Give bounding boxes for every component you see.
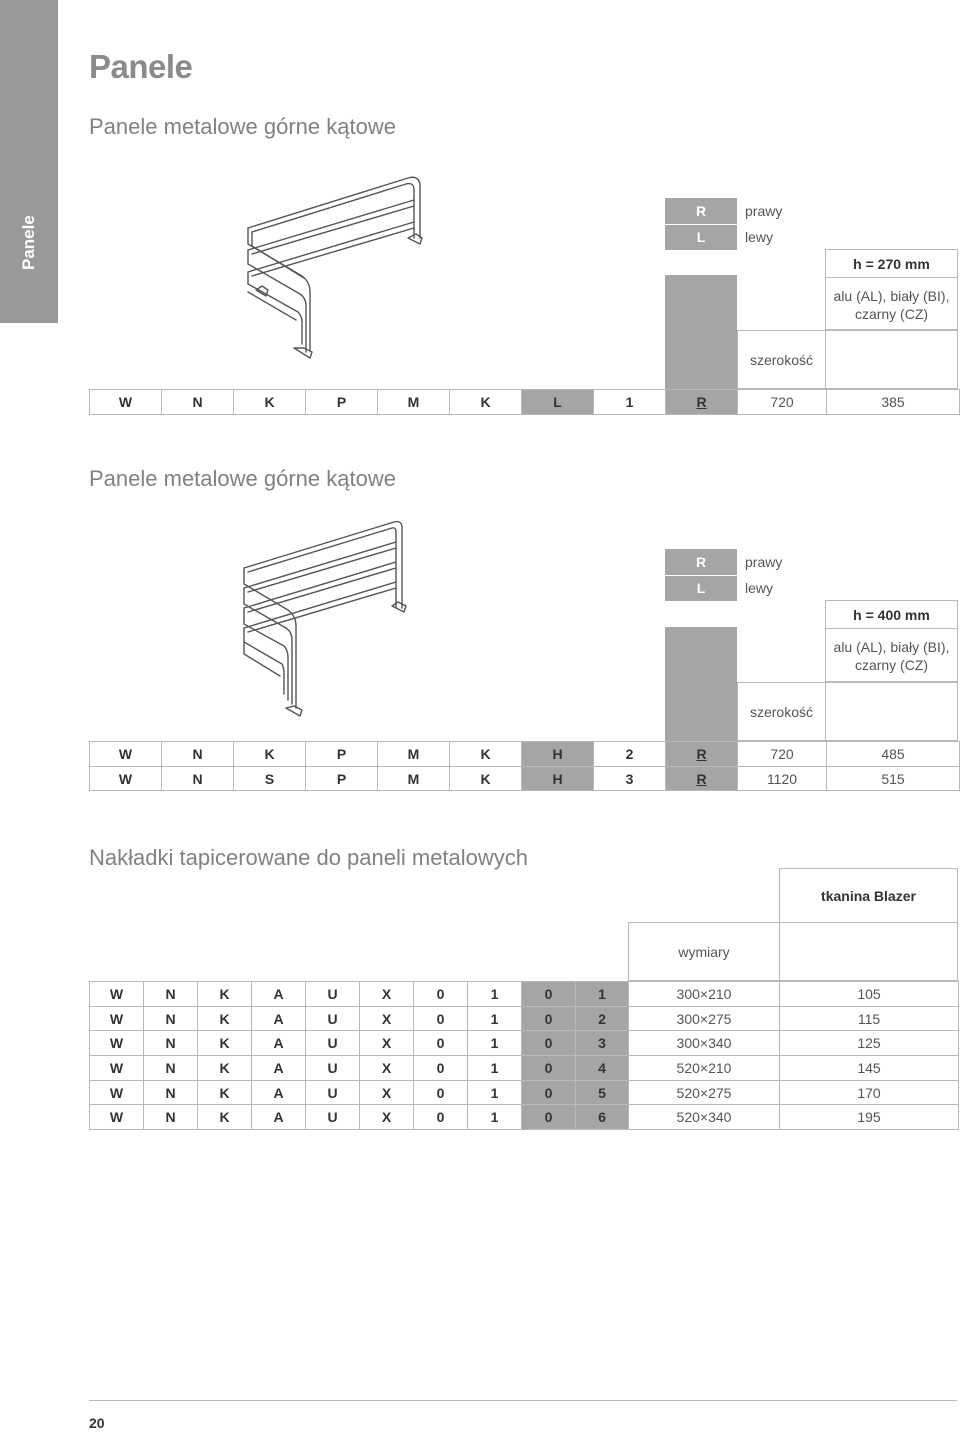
direction-label: lewy bbox=[745, 580, 774, 596]
height-spec-box bbox=[825, 600, 958, 682]
code-char: P bbox=[306, 390, 378, 415]
dimensions-header: wymiary bbox=[628, 922, 780, 981]
direction-column bbox=[665, 275, 737, 389]
code-char: K bbox=[198, 982, 252, 1007]
code-char: U bbox=[306, 1031, 360, 1056]
code-char: N bbox=[144, 1031, 198, 1056]
price-value: 105 bbox=[780, 982, 959, 1007]
code-char: 1 bbox=[576, 982, 629, 1007]
code-char: 4 bbox=[576, 1056, 629, 1081]
price-value: 485 bbox=[827, 742, 960, 767]
price-value: 515 bbox=[827, 766, 960, 791]
code-char: 3 bbox=[594, 766, 666, 791]
height-spec-box bbox=[825, 249, 958, 330]
code-char: 1 bbox=[468, 1031, 522, 1056]
code-char: M bbox=[378, 766, 450, 791]
fabric-header: tkanina Blazer bbox=[779, 868, 958, 923]
table-row bbox=[90, 742, 960, 767]
code-char: K bbox=[198, 1105, 252, 1130]
code-char: K bbox=[198, 1031, 252, 1056]
direction-code: R bbox=[665, 198, 737, 224]
width-value: 1120 bbox=[738, 766, 827, 791]
code-char: 0 bbox=[522, 1056, 576, 1081]
direction-legend bbox=[665, 198, 782, 251]
code-char: 0 bbox=[414, 982, 468, 1007]
code-char: S bbox=[234, 766, 306, 791]
price-value: 145 bbox=[780, 1056, 959, 1081]
code-char: 1 bbox=[468, 1056, 522, 1081]
code-char: 2 bbox=[594, 742, 666, 767]
code-table-1 bbox=[89, 389, 960, 415]
colors-line: czarny (CZ) bbox=[854, 657, 929, 673]
code-char: M bbox=[378, 742, 450, 767]
side-tab-label: Panele bbox=[19, 215, 38, 270]
code-char: 0 bbox=[414, 1080, 468, 1105]
dimensions-value: 520×210 bbox=[629, 1056, 780, 1081]
direction-legend bbox=[665, 549, 782, 602]
code-char: K bbox=[198, 1056, 252, 1081]
code-char: R bbox=[666, 390, 738, 415]
price-value: 125 bbox=[780, 1031, 959, 1056]
code-char: X bbox=[360, 1105, 414, 1130]
code-char: 1 bbox=[594, 390, 666, 415]
code-char: A bbox=[252, 1080, 306, 1105]
code-char: 0 bbox=[414, 1031, 468, 1056]
code-char: 0 bbox=[522, 1105, 576, 1130]
code-char: K bbox=[198, 1080, 252, 1105]
page-number: 20 bbox=[89, 1415, 105, 1431]
width-header: szerokość bbox=[737, 330, 826, 389]
dimensions-value: 520×275 bbox=[629, 1080, 780, 1105]
code-char: P bbox=[306, 742, 378, 767]
code-char: U bbox=[306, 982, 360, 1007]
code-char: A bbox=[252, 1056, 306, 1081]
code-char: X bbox=[360, 1056, 414, 1081]
code-char: 2 bbox=[576, 1006, 629, 1031]
code-char: A bbox=[252, 1006, 306, 1031]
footer-divider bbox=[89, 1400, 957, 1401]
code-char: 0 bbox=[414, 1056, 468, 1081]
colors-line: czarny (CZ) bbox=[854, 306, 929, 322]
code-char: 1 bbox=[468, 1105, 522, 1130]
code-char: N bbox=[144, 1080, 198, 1105]
width-value: 720 bbox=[738, 742, 827, 767]
code-char: N bbox=[144, 1006, 198, 1031]
code-char: W bbox=[90, 766, 162, 791]
code-char: N bbox=[162, 742, 234, 767]
code-char: W bbox=[90, 1056, 144, 1081]
width-header: szerokość bbox=[737, 682, 826, 741]
code-char: L bbox=[522, 390, 594, 415]
code-char: 0 bbox=[522, 982, 576, 1007]
code-char: A bbox=[252, 982, 306, 1007]
code-char: W bbox=[90, 1105, 144, 1130]
code-char: 3 bbox=[576, 1031, 629, 1056]
code-char: X bbox=[360, 1080, 414, 1105]
side-tab bbox=[0, 0, 58, 323]
table-row bbox=[90, 390, 960, 415]
direction-label: prawy bbox=[745, 554, 783, 570]
code-char: H bbox=[522, 742, 594, 767]
height-spec: h = 400 mm bbox=[826, 601, 957, 629]
direction-code: R bbox=[665, 549, 737, 575]
code-char: W bbox=[90, 1080, 144, 1105]
code-char: N bbox=[162, 766, 234, 791]
code-char: R bbox=[666, 766, 738, 791]
section-title: Nakładki tapicerowane do paneli metalowych bbox=[89, 845, 529, 870]
price-header bbox=[825, 682, 958, 741]
code-char: 1 bbox=[468, 1080, 522, 1105]
code-char: N bbox=[144, 982, 198, 1007]
price-header bbox=[779, 922, 958, 981]
code-char: X bbox=[360, 1006, 414, 1031]
code-char: K bbox=[450, 766, 522, 791]
colors-line: alu (AL), biały (BI), bbox=[833, 288, 950, 304]
height-spec: h = 270 mm bbox=[826, 250, 957, 278]
dimensions-value: 300×275 bbox=[629, 1006, 780, 1031]
corner-panel-illustration bbox=[238, 172, 428, 372]
table-row bbox=[90, 1056, 959, 1081]
code-char: P bbox=[306, 766, 378, 791]
code-char: U bbox=[306, 1105, 360, 1130]
code-char: K bbox=[450, 742, 522, 767]
code-char: 6 bbox=[576, 1105, 629, 1130]
code-char: N bbox=[144, 1105, 198, 1130]
page-title: Panele bbox=[89, 48, 193, 85]
code-char: N bbox=[162, 390, 234, 415]
code-char: 0 bbox=[522, 1006, 576, 1031]
price-value: 385 bbox=[827, 390, 960, 415]
direction-column bbox=[665, 627, 737, 741]
code-table-2 bbox=[89, 741, 960, 791]
direction-label: lewy bbox=[745, 229, 774, 245]
code-char: 0 bbox=[522, 1031, 576, 1056]
price-value: 170 bbox=[780, 1080, 959, 1105]
code-char: 0 bbox=[414, 1105, 468, 1130]
table-row bbox=[90, 1031, 959, 1056]
code-char: X bbox=[360, 982, 414, 1007]
code-char: W bbox=[90, 742, 162, 767]
code-char: K bbox=[198, 1006, 252, 1031]
corner-panel-illustration bbox=[238, 518, 408, 723]
code-char: W bbox=[90, 982, 144, 1007]
code-char: W bbox=[90, 1006, 144, 1031]
code-char: 1 bbox=[468, 1006, 522, 1031]
code-char: A bbox=[252, 1105, 306, 1130]
table-row bbox=[90, 1006, 959, 1031]
code-char: U bbox=[306, 1056, 360, 1081]
table-row bbox=[90, 982, 959, 1007]
dimensions-value: 300×210 bbox=[629, 982, 780, 1007]
code-char: A bbox=[252, 1031, 306, 1056]
price-value: 115 bbox=[780, 1006, 959, 1031]
code-char: K bbox=[450, 390, 522, 415]
code-char: K bbox=[234, 742, 306, 767]
colors-line: alu (AL), biały (BI), bbox=[833, 639, 950, 655]
direction-code: L bbox=[665, 575, 737, 601]
code-char: 5 bbox=[576, 1080, 629, 1105]
direction-label: prawy bbox=[745, 203, 783, 219]
section-title: Panele metalowe górne kątowe bbox=[89, 466, 396, 491]
section-title: Panele metalowe górne kątowe bbox=[89, 114, 396, 139]
code-char: W bbox=[90, 390, 162, 415]
code-char: 0 bbox=[414, 1006, 468, 1031]
code-char: U bbox=[306, 1006, 360, 1031]
code-char: M bbox=[378, 390, 450, 415]
code-char: U bbox=[306, 1080, 360, 1105]
table-row bbox=[90, 1105, 959, 1130]
direction-code: L bbox=[665, 224, 737, 250]
table-row bbox=[90, 1080, 959, 1105]
code-char: H bbox=[522, 766, 594, 791]
code-char: K bbox=[234, 390, 306, 415]
price-value: 195 bbox=[780, 1105, 959, 1130]
code-table-3 bbox=[89, 981, 959, 1130]
code-char: N bbox=[144, 1056, 198, 1081]
code-char: X bbox=[360, 1031, 414, 1056]
table-row bbox=[90, 766, 960, 791]
code-char: R bbox=[666, 742, 738, 767]
code-char: W bbox=[90, 1031, 144, 1056]
code-char: 0 bbox=[522, 1080, 576, 1105]
code-char: 1 bbox=[468, 982, 522, 1007]
price-header bbox=[825, 330, 958, 389]
dimensions-value: 520×340 bbox=[629, 1105, 780, 1130]
dimensions-value: 300×340 bbox=[629, 1031, 780, 1056]
width-value: 720 bbox=[738, 390, 827, 415]
